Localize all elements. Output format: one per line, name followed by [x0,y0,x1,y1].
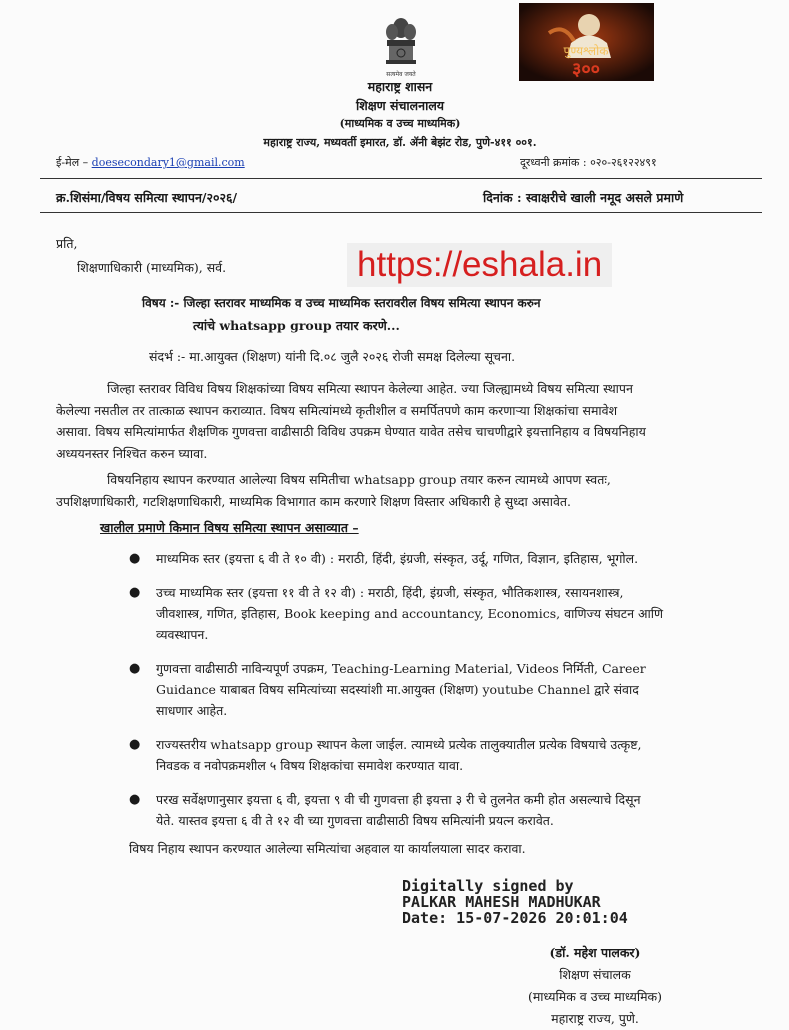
bullet-list [129,548,769,844]
paragraph-2 [56,469,766,512]
subject-line: विषय :- जिल्हा स्तरावर माध्यमिक व उच्च माध्यमिक स्तरावरील विषय समित्या स्थापन करुन [142,296,541,310]
svg-text:३००: ३०० [571,59,601,80]
signatory-designation: शिक्षण संचालक [559,967,631,982]
list-item-line: व्यवस्थापन. [156,627,209,642]
bullet-icon: ● [129,585,141,600]
office-address: महाराष्ट्र राज्य, मध्यवर्ती इमारत, डॉ. ॲनी बेझंट रोड, पुणे-४११ ००१. [263,136,537,149]
paragraph-1 [56,378,766,464]
letter-date: दिनांक : स्वाक्षरीचे खाली नमूद असले प्रमाणे [483,190,684,205]
list-item-line: गुणवत्ता वाढीसाठी नाविन्यपूर्ण उपक्रम, Teaching-Learning Material, Videos निर्मिती, Career [156,661,646,676]
directorate-subtitle: (माध्यमिक व उच्च माध्यमिक) [339,117,461,130]
reference-divider [40,212,762,213]
list-item-line: राज्यस्तरीय whatsapp group स्थापन केला जाईल. त्यामध्ये प्रत्येक तालुक्यातील प्रत्येक विषयाचे उत्कृष्ट, [156,737,642,752]
reference-number: क्र.शिसंमा/विषय समित्या स्थापन/२०२६/ [56,190,238,205]
list-item-line: परख सर्वेक्षणानुसार इयत्ता ६ वी, इयत्ता ९ वी ची गुणवत्ता ही इयत्ता ३ री चे तुलनेत कमी होत असल्याचे दिसून [156,792,641,807]
digital-signature-name: PALKAR MAHESH MADHUKAR [402,893,601,911]
signatory-name: (डॉ. महेश पालकर) [549,945,641,960]
paragraph-2-line: विषयनिहाय स्थापन करण्यात आलेल्या विषय समितीचा whatsapp group तयार करुन त्यामध्ये आपण स्वतः, [107,472,611,487]
list-item-line: निवडक व नवोपक्रमशील ५ विषय शिक्षकांचा समावेश करण्यात यावा. [156,758,464,773]
list-item-line: जीवशास्त्र, गणित, इतिहास, Book keeping and accountancy, Economics, वाणिज्य संघटन आणि [156,606,664,621]
svg-text:पुण्यश्लोक: पुण्यश्लोक [563,44,609,58]
reference-note: संदर्भ :- मा.आयुक्त (शिक्षण) यांनी दि.०८ जुलै २०२६ रोजी समक्ष दिलेल्या सूचना. [149,349,516,364]
bullet-icon: ● [129,792,141,807]
list-heading: खालील प्रमाणे किमान विषय समित्या स्थापन असाव्यात – [100,520,359,535]
header-divider [40,178,762,179]
signatory-block [490,942,700,1030]
list-item-line: साधणार आहेत. [156,703,228,718]
digital-signature [402,878,628,926]
email-label: ई-मेल – [56,156,89,169]
list-item-line: येते. यास्तव इयत्ता ६ वी ते १२ वी च्या गुणवत्ता वाढीसाठी विषय समित्यांनी प्रयत्न करावेत. [156,813,554,828]
list-item-line: Guidance याबाबत विषय समित्यांच्या सदस्यांशी मा.आयुक्त (शिक्षण) youtube Channel द्वारे संवाद [156,682,639,697]
closing-line: विषय निहाय स्थापन करण्यात आलेल्या समित्यांचा अहवाल या कार्यालयाला सादर करावा. [129,841,526,856]
bullet-icon: ● [129,551,141,566]
signatory-department: (माध्यमिक व उच्च माध्यमिक) [527,989,663,1004]
anniversary-logo [519,3,654,81]
paragraph-1-line: अध्ययनस्तर निश्चित करुन घ्यावा. [56,445,208,461]
paragraph-1-line: केलेल्या नसतील तर तात्काळ स्थापन कराव्यात. विषय समित्यांमध्ये कृतीशील व समर्पितपणे काम करणाऱ्या शिक्षकांचा समावेश [56,402,618,418]
govt-name: महाराष्ट्र शासन [367,79,433,94]
list-item [129,582,769,645]
bullet-icon: ● [129,737,141,752]
digital-signature-date: Date: 15-07-2026 20:01:04 [402,909,628,927]
digital-signature-line: Digitally signed by [402,877,574,895]
phone-number: दूरध्वनी क्रमांक : ०२०-२६१२२४९१ [520,156,657,169]
paragraph-1-line: जिल्हा स्तरावर विविध विषय शिक्षकांच्या विषय समित्या स्थापन केलेल्या आहेत. ज्या जिल्ह्यामध्ये विषय समित्या स्थापन [107,381,633,396]
ashoka-emblem-icon [380,14,422,84]
list-item [129,734,769,776]
recipient-name: शिक्षणाधिकारी (माध्यमिक), सर्व. [77,260,227,275]
signatory-place: महाराष्ट्र राज्य, पुणे. [551,1011,639,1026]
email-link[interactable]: doesecondary1@gmail.com [91,156,245,169]
list-item-line: माध्यमिक स्तर (इयत्ता ६ वी ते १० वी) : मराठी, हिंदी, इंग्रजी, संस्कृत, उर्दू, गणित, विज्ञान, इतिहास, भूगोल. [156,551,639,566]
website-watermark: https://eshala.in [347,243,612,287]
bullet-icon: ● [129,661,141,676]
punyashlok-300-logo [519,3,654,81]
svg-text:सत्यमेव जयते: सत्यमेव जयते [386,71,416,78]
directorate-name: शिक्षण संचालनालय [355,98,445,113]
list-item [129,548,769,569]
recipient-salutation: प्रति, [56,236,78,251]
paragraph-1-line: असावा. विषय समित्यांमार्फत शैक्षणिक गुणवत्ता वाढीसाठी विविध उपक्रम घेण्यात यावेत तसेच चाचणीद्वारे इयत्तानिहाय व विषयनिहाय [56,424,646,439]
state-emblem [380,14,422,84]
list-item-line: उच्च माध्यमिक स्तर (इयत्ता ११ वी ते १२ वी) : मराठी, हिंदी, इंग्रजी, संस्कृत, भौतिकशास्त्र, रसायनशास्त्र, [156,585,624,600]
list-item [129,789,769,831]
paragraph-2-line: उपशिक्षणाधिकारी, गटशिक्षणाधिकारी, माध्यमिक विभागात काम करणारे शिक्षण विस्तार अधिकारी हे सुध्दा असावेत. [56,493,571,509]
email-row [56,155,245,170]
list-item [129,658,769,721]
subject-line-cont: त्यांचे whatsapp group तयार करणे... [193,318,400,333]
